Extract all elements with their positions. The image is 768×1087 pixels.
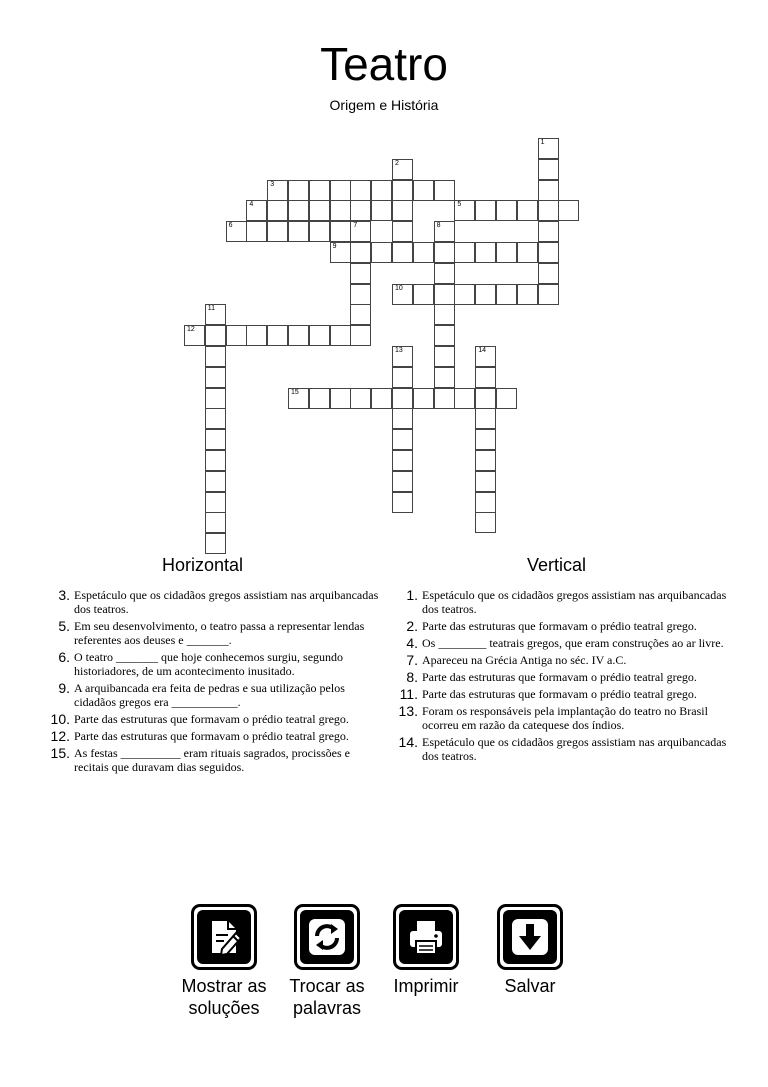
crossword-cell[interactable] [392,367,413,388]
crossword-cell[interactable] [538,263,559,284]
crossword-cell[interactable] [205,471,226,492]
cell-number: 2 [395,159,399,167]
crossword-cell[interactable] [475,408,496,429]
clue-v13: 13. Foram os responsáveis pela implantação do teatro no Brasil ocorreu em razão da catequese dos índios. [398,703,708,732]
clue-v2: 2. Parte das estruturas que formavam o prédio teatral grego. [406,618,697,634]
crossword-cell[interactable] [288,221,309,242]
crossword-cell[interactable] [517,284,538,305]
clue-text: Parte das estruturas que formavam o prédio teatral grego. [74,712,349,726]
cell-number: 13 [395,347,403,354]
clue-h10: 10. Parte das estruturas que formavam o prédio teatral grego. [50,711,349,727]
crossword-cell[interactable] [205,512,226,533]
crossword-cell[interactable] [309,200,330,221]
crossword-cell[interactable] [350,284,371,305]
clue-v1: 1. Espetáculo que os cidadãos gregos assistiam nas arquibancadas dos teatros. [406,587,727,616]
crossword-cell[interactable] [475,512,496,533]
crossword-cell[interactable] [330,221,351,242]
crossword-cell[interactable] [392,242,413,263]
crossword-cell[interactable] [558,200,579,221]
clue-text: Parte das estruturas que formavam o prédio teatral grego. [74,729,349,743]
cell-number: 15 [291,388,299,396]
save-button[interactable] [480,904,580,997]
crossword-cell[interactable] [496,284,517,305]
crossword-cell[interactable] [205,325,226,346]
crossword-cell[interactable] [330,388,351,409]
clue-text: O teatro _______ que hoje conhecemos surgiu, segundo historiadores, de um acontecimento inusitado. [74,650,344,678]
clue-text: Apareceu na Grécia Antiga no séc. IV a.C. [422,653,627,667]
show-solutions-label-1: Mostrar as [181,976,267,996]
cell-number: 5 [457,201,462,209]
clue-text: Os ________ teatrais gregos, que eram construções ao ar livre. [422,636,724,650]
show-solutions-label-2: soluções [188,998,260,1018]
printer-icon [404,915,448,959]
crossword-cell[interactable] [475,367,496,388]
crossword-cell[interactable] [330,325,351,346]
cell-number: 10 [395,284,403,292]
crossword-cell[interactable] [246,200,267,221]
crossword-cell[interactable] [434,325,455,346]
crossword-cell[interactable] [350,200,371,221]
clue-h15: 15. As festas __________ eram rituais sagrados, procissões e recitais que duravam dias seguidos. [50,745,350,774]
crossword-cell[interactable] [309,221,330,242]
clue-h9: 9. A arquibancada era feita de pedras e sua utilização pelos cidadãos gregos era ___________. [58,680,345,709]
crossword-cell[interactable] [475,450,496,471]
cell-number: 14 [478,347,486,354]
cell-number: 6 [228,222,233,230]
crossword-cell[interactable] [205,429,226,450]
crossword-cell[interactable] [350,388,371,409]
crossword-cell[interactable] [205,450,226,471]
crossword-cell[interactable] [205,533,226,554]
horizontal-heading: Horizontal [162,555,244,575]
download-icon [508,915,552,959]
clue-h12: 12. Parte das estruturas que formavam o prédio teatral grego. [50,728,349,744]
crossword-cell[interactable] [392,284,413,305]
crossword-cell[interactable] [434,367,455,388]
clue-h5: 5. Em seu desenvolvimento, o teatro passa a representar lendas referentes aos deuses e _______. [58,618,365,647]
crossword-cell[interactable] [392,492,413,513]
crossword-cell[interactable] [392,180,413,201]
crossword-cell[interactable] [205,408,226,429]
clue-v8: 8. Parte das estruturas que formavam o prédio teatral grego. [406,669,697,685]
crossword-cell[interactable] [392,450,413,471]
swap-words-label-1: Trocar as [289,976,365,996]
crossword-cell[interactable] [371,242,392,263]
crossword-cell[interactable] [309,388,330,409]
clue-v4: 4. Os ________ teatrais gregos, que eram construções ao ar livre. [406,635,724,651]
crossword-cell[interactable] [267,200,288,221]
crossword-cell[interactable] [496,242,517,263]
crossword-cell[interactable] [538,200,559,221]
crossword-cell[interactable] [226,221,247,242]
crossword-cell[interactable] [475,492,496,513]
crossword-cell[interactable] [434,221,455,242]
print-button[interactable] [376,904,476,997]
crossword-cell[interactable] [392,346,413,367]
crossword-cell[interactable] [517,200,538,221]
crossword-cell[interactable] [267,325,288,346]
crossword-cell[interactable] [371,180,392,201]
crossword-cell[interactable] [413,180,434,201]
crossword-cell[interactable] [454,200,475,221]
cell-number: 4 [249,201,254,209]
crossword-cell[interactable] [371,200,392,221]
crossword-cell[interactable] [205,346,226,367]
cell-number: 8 [436,222,441,230]
crossword-cell[interactable] [205,388,226,409]
crossword-cell[interactable] [538,180,559,201]
horizontal-clue-list [44,588,384,777]
crossword-cell[interactable] [350,180,371,201]
crossword-cell[interactable] [371,388,392,409]
crossword-cell[interactable] [413,242,434,263]
clue-h6: 6. O teatro _______ que hoje conhecemos surgiu, segundo historiadores, de um acontecimento inusitado. [58,649,344,678]
cell-number: 11 [207,305,216,313]
crossword-cell[interactable] [538,138,559,159]
show-solutions-button[interactable] [174,904,274,1019]
page-subtitle: Origem e História [329,97,439,113]
crossword-cell[interactable] [392,471,413,492]
crossword-cell[interactable] [184,325,205,346]
crossword-cell[interactable] [413,388,434,409]
cell-number: 9 [332,243,337,250]
crossword-cell[interactable] [288,200,309,221]
swap-words-label-2: palavras [292,998,362,1018]
swap-words-button[interactable] [277,904,377,1019]
crossword-cell[interactable] [350,325,371,346]
clue-text: Parte das estruturas que formavam o prédio teatral grego. [422,670,697,684]
clue-text: Espetáculo que os cidadãos gregos assistiam nas arquibancadas dos teatros. [422,588,727,616]
crossword-cell[interactable] [226,325,247,346]
cell-number: 12 [187,326,195,334]
crossword-cell[interactable] [350,242,371,263]
cell-number: 1 [540,139,545,146]
crossword-cell[interactable] [309,180,330,201]
clue-v7: 7. Apareceu na Grécia Antiga no séc. IV a.C. [406,652,627,668]
clue-text: Foram os responsáveis pela implantação do teatro no Brasil ocorreu em razão da catequese dos índios. [422,704,708,732]
crossword-cell[interactable] [350,304,371,325]
clue-text: Espetáculo que os cidadãos gregos assistiam nas arquibancadas dos teatros. [422,735,727,763]
page-title: Teatro [320,38,448,90]
crossword-cell[interactable] [517,242,538,263]
crossword-cell[interactable] [350,263,371,284]
crossword-cell[interactable] [392,408,413,429]
crossword-cell[interactable] [205,304,226,325]
clue-text: As festas __________ eram rituais sagrados, procissões e recitais que duravam dias seguidos. [74,746,350,774]
crossword-cell[interactable] [434,346,455,367]
crossword-cell[interactable] [288,180,309,201]
crossword-cell[interactable] [434,263,455,284]
cell-number: 7 [353,222,358,230]
crossword-cell[interactable] [454,388,475,409]
crossword-cell[interactable] [475,471,496,492]
crossword-cell[interactable] [434,242,455,263]
crossword-cell[interactable] [392,388,413,409]
crossword-cell[interactable] [350,221,371,242]
clue-text: Em seu desenvolvimento, o teatro passa a representar lendas referentes aos deuses e _______. [74,619,365,647]
crossword-cell[interactable] [205,367,226,388]
crossword-cell[interactable] [475,388,496,409]
crossword-cell[interactable] [475,242,496,263]
crossword-cell[interactable] [434,284,455,305]
crossword-cell[interactable] [246,221,267,242]
crossword-cell[interactable] [475,346,496,367]
crossword-cell[interactable] [330,200,351,221]
clue-text: A arquibancada era feita de pedras e sua utilização pelos cidadãos gregos era ___________. [74,681,345,709]
crossword-cell[interactable] [392,221,413,242]
vertical-clue-list [392,588,732,766]
crossword-cell[interactable] [538,284,559,305]
save-label: Salvar [504,976,556,996]
crossword-cell[interactable] [475,284,496,305]
crossword-cell[interactable] [454,242,475,263]
crossword-cell[interactable] [538,221,559,242]
crossword-cell[interactable] [205,492,226,513]
edit-icon [202,915,246,959]
crossword-cell[interactable] [392,159,413,180]
crossword-cell[interactable] [538,159,559,180]
crossword-cell[interactable] [413,284,434,305]
clue-text: Parte das estruturas que formavam o prédio teatral grego. [422,687,697,701]
crossword-cell[interactable] [538,242,559,263]
clue-v11: 11. Parte das estruturas que formavam o prédio teatral grego. [399,686,697,702]
clue-text: Espetáculo que os cidadãos gregos assistiam nas arquibancadas dos teatros. [74,588,379,616]
crossword-cell[interactable] [288,325,309,346]
crossword-cell[interactable] [392,200,413,221]
clue-text: Parte das estruturas que formavam o prédio teatral grego. [422,619,697,633]
crossword-cell[interactable] [496,388,517,409]
crossword-cell[interactable] [309,325,330,346]
cell-number: 3 [270,180,275,188]
crossword-cell[interactable] [392,429,413,450]
crossword-cell[interactable] [288,388,309,409]
crossword-cell[interactable] [330,242,351,263]
crossword-cell[interactable] [267,221,288,242]
crossword-cell[interactable] [475,429,496,450]
crossword-cell[interactable] [475,200,496,221]
vertical-heading: Vertical [527,555,587,575]
crossword-cell[interactable] [434,388,455,409]
clue-h3: 3. Espetáculo que os cidadãos gregos assistiam nas arquibancadas dos teatros. [58,587,379,616]
crossword-cell[interactable] [267,180,288,201]
crossword-cell[interactable] [454,284,475,305]
crossword-cell[interactable] [434,304,455,325]
crossword-cell[interactable] [496,200,517,221]
crossword-cell[interactable] [330,180,351,201]
refresh-icon [305,915,349,959]
crossword-cell[interactable] [246,325,267,346]
crossword-cell[interactable] [434,180,455,201]
print-label: Imprimir [393,976,459,996]
clue-v14: 14. Espetáculo que os cidadãos gregos assistiam nas arquibancadas dos teatros. [398,734,727,763]
